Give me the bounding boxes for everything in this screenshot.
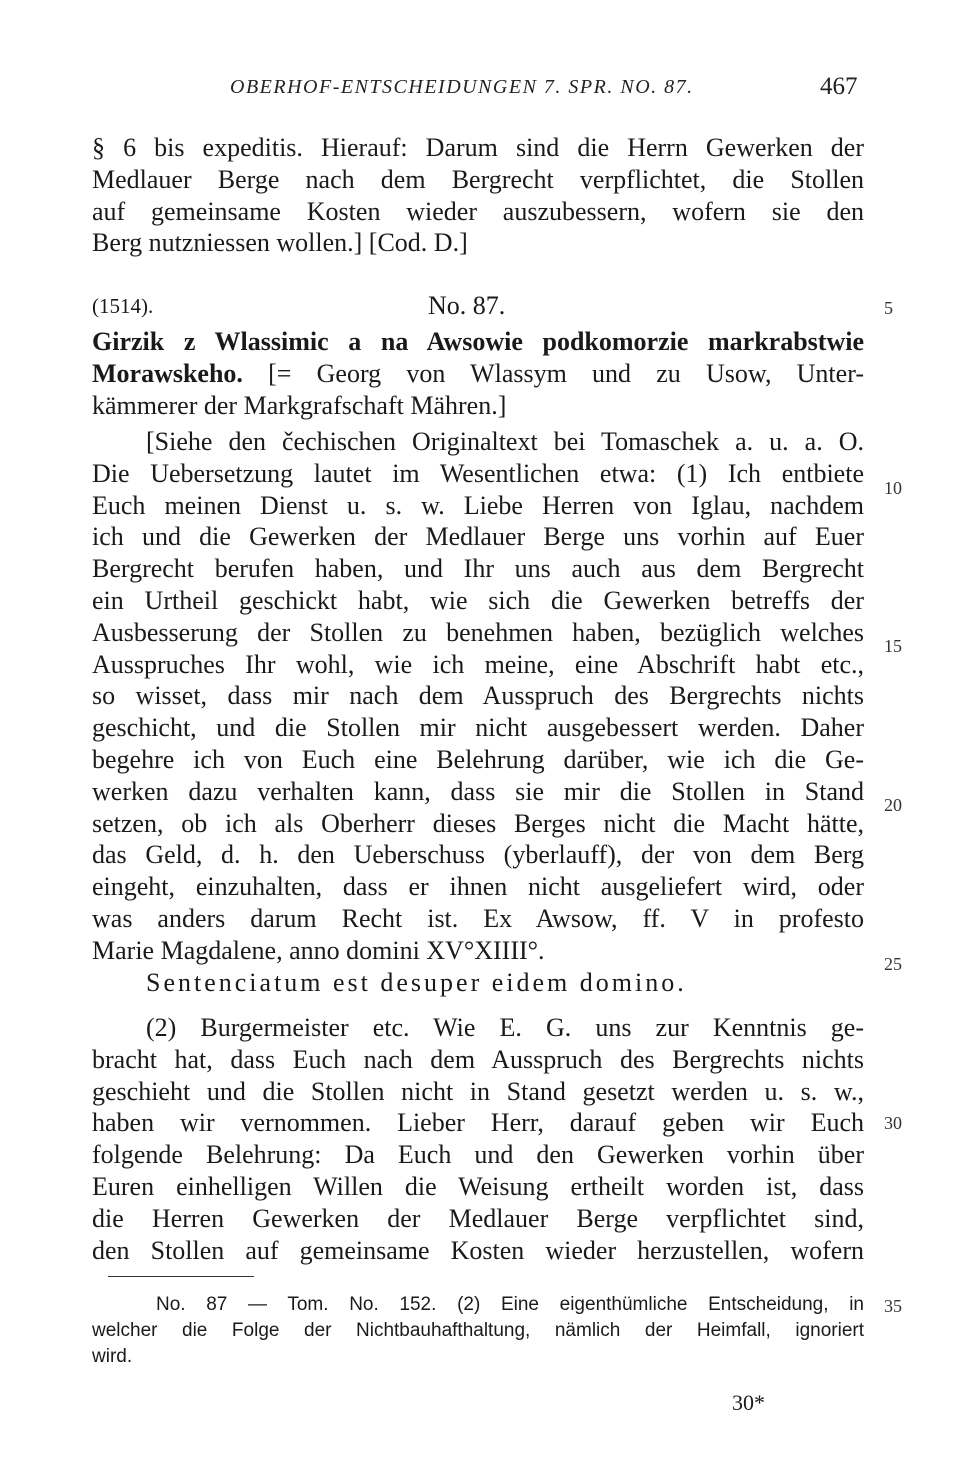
entry-title-continued [92, 358, 864, 390]
line-number: 30 [884, 1113, 902, 1133]
entry-translation: [= Georg von Wlassym und zu Usow, Unter- [242, 358, 864, 388]
text-line: setzen, ob ich als Oberherr dieses Berges nicht die Macht hätte, [92, 808, 864, 838]
text-line: haben wir vernommen. Lieber Herr, darauf geben wir Euch [92, 1108, 864, 1138]
line-number: 5 [884, 298, 893, 318]
text-line: ich und die Gewerken der Medlauer Berge uns vorhin auf Euer [92, 522, 864, 552]
reply-paragraph [92, 1012, 864, 1266]
line-number: 35 [884, 1296, 902, 1316]
entry-year: (1514). [92, 294, 154, 318]
text-line: ein Urtheil geschickt habt, wie sich die Gewerken betreffs der [92, 585, 864, 615]
line-number: 20 [884, 795, 902, 815]
text-line: den Stollen auf gemeinsame Kosten wieder herzustellen, wofern [92, 1235, 864, 1265]
text-line: Euch meinen Dienst u. s. w. Liebe Herren von Iglau, nachdem [92, 490, 864, 520]
text-line: Medlauer Berge nach dem Bergrecht verpflichtet, die Stollen [92, 164, 864, 194]
text-line: geschicht, und die Stollen mir nicht ausgebessert werden. Daher [92, 713, 864, 743]
entry-translation-end: kämmerer der Markgrafschaft Mähren.] [92, 390, 507, 420]
text-line: auf gemeinsame Kosten wieder auszubessern, wofern sie den [92, 196, 864, 226]
body-paragraph [92, 426, 864, 998]
line-number: 25 [884, 954, 902, 974]
text-line: begehre ich von Euch eine Belehrung darüber, wie ich die Ge- [92, 744, 864, 774]
text-line: (2) Burgermeister etc. Wie E. G. uns zur Kenntnis ge- [146, 1013, 864, 1042]
text-line: eingeht, einzuhalten, dass er ihnen nicht ausgeliefert wird, oder [92, 872, 864, 902]
text-line: werken dazu verhalten kann, dass sie mir die Stollen in Stand [92, 776, 864, 806]
intro-paragraph [92, 132, 864, 259]
text-line: Ausspruches Ihr wohl, wie ich meine, eine Abschrift habt etc., [92, 649, 864, 679]
text-line: geschieht und die Stollen nicht in Stand gesetzt werden u. s. w., [92, 1076, 864, 1106]
text-line: Ausbesserung der Stollen zu benehmen haben, bezüglich welches [92, 617, 864, 647]
text-line: so wisset, dass mir nach dem Ausspruch des Bergrechts nichts [92, 681, 864, 711]
text-line: was anders darum Recht ist. Ex Awsow, ff. V in profesto [92, 903, 864, 933]
text-line: [Siehe den čechischen Originaltext bei Tomaschek a. u. a. O. [146, 427, 864, 456]
text-line: Die Uebersetzung lautet im Wesentlichen etwa: (1) Ich entbiete [92, 458, 864, 488]
entry-number: No. 87. [428, 291, 506, 320]
entry-title: Girzik z Wlassimic a na Awsowie podkomorzie markrabstwie [92, 327, 864, 356]
footnote-divider [108, 1276, 254, 1277]
entry-title-block [92, 326, 864, 421]
text-line: bracht hat, dass Euch nach dem Ausspruch des Bergrechts nichts [92, 1044, 864, 1074]
text-line: Marie Magdalene, anno domini XV°XIIII°. [92, 935, 545, 965]
text-line: Bergrecht berufen haben, und Ihr uns auch aus dem Bergrecht [92, 554, 864, 584]
page-number: 467 [820, 73, 858, 100]
running-header: OBERHOF-ENTSCHEIDUNGEN 7. SPR. NO. 87. [230, 76, 694, 98]
signature-mark: 30* [732, 1390, 765, 1415]
footnote-line: wird. [92, 1346, 133, 1367]
text-line: die Herren Gewerken der Medlauer Berge verpflichtet sind, [92, 1203, 864, 1233]
line-number: 15 [884, 636, 902, 656]
footnote-line: No. 87 — Tom. No. 152. (2) Eine eigenthümliche Entscheidung, in [156, 1294, 864, 1315]
text-line: folgende Belehrung: Da Euch und den Gewerken vorhin über [92, 1140, 864, 1170]
line-number: 10 [884, 478, 902, 498]
text-line: Berg nutzniessen wollen.] [Cod. D.] [92, 228, 468, 258]
sentence-line: Sentenciatum est desuper eidem domino. [146, 967, 687, 997]
text-line: das Geld, d. h. den Ueberschuss (yberlauff), der von dem Berg [92, 840, 864, 870]
text-line: Euren einhelligen Willen die Weisung ertheilt worden ist, dass [92, 1171, 864, 1201]
footnote-line: welcher die Folge der Nichtbauhafthaltung, nämlich der Heimfall, ignoriert [92, 1320, 864, 1341]
entry-heading [92, 290, 864, 322]
text-line: § 6 bis expeditis. Hierauf: Darum sind die Herrn Gewerken der [92, 133, 864, 162]
footnote [92, 1292, 864, 1370]
entry-title-end: Morawskeho. [92, 358, 243, 388]
